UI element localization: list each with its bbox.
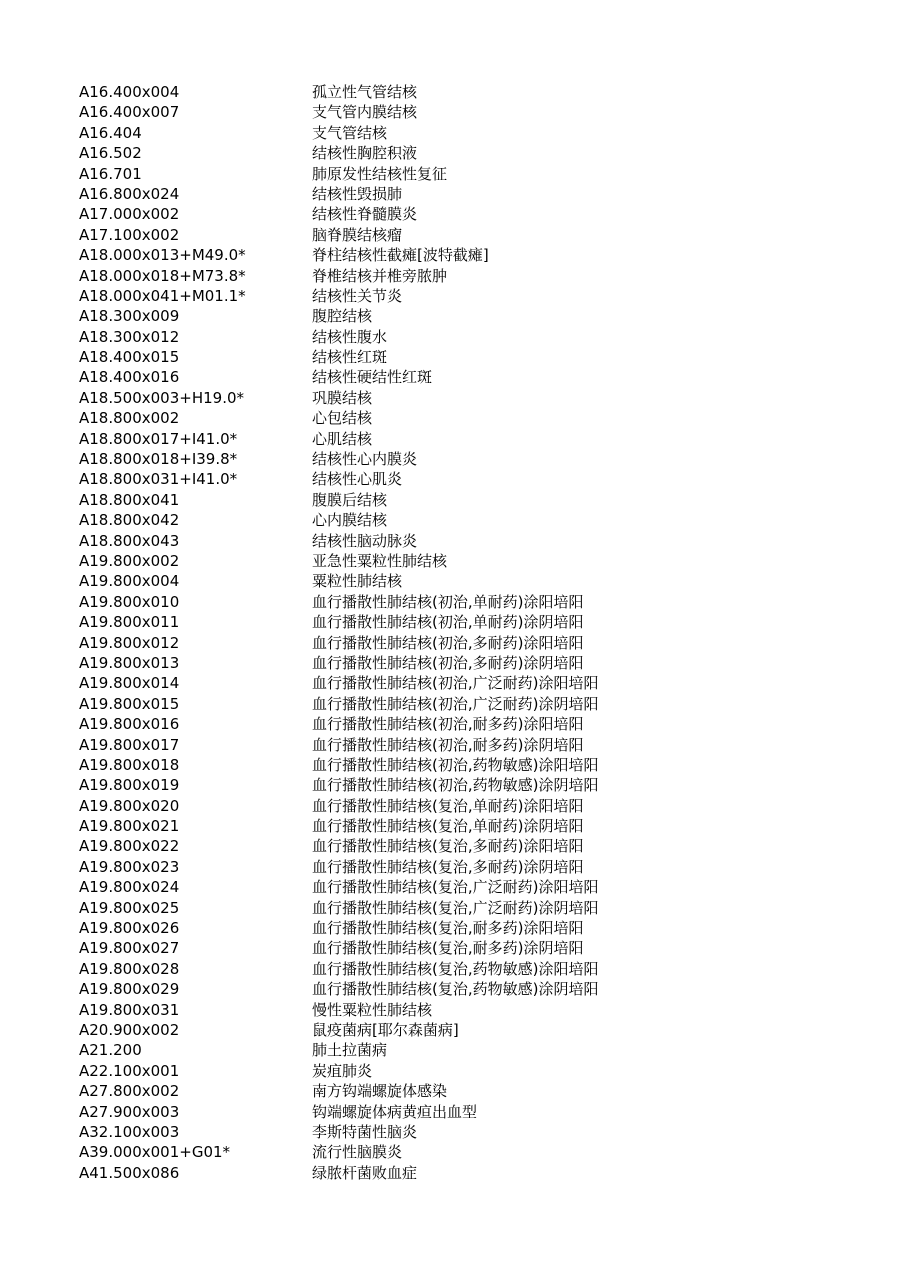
table-row [79,204,799,224]
diagnosis-name: 绿脓杆菌败血症 [312,1163,418,1182]
diagnosis-code: A19.800x022 [79,837,180,856]
table-row [79,898,799,918]
diagnosis-name: 流行性脑膜炎 [312,1143,403,1162]
diagnosis-code: A19.800x002 [79,551,180,570]
table-row [79,796,799,816]
table-row [79,1142,799,1162]
diagnosis-name: 血行播散性肺结核(复治,耐多药)涂阴培阳 [312,939,584,958]
table-row [79,306,799,326]
diagnosis-name: 慢性粟粒性肺结核 [312,1000,433,1019]
table-row [79,164,799,184]
diagnosis-name: 血行播散性肺结核(复治,单耐药)涂阴培阳 [312,817,584,836]
table-row [79,266,799,286]
diagnosis-code: A19.800x013 [79,653,180,672]
table-row [79,531,799,551]
diagnosis-name: 肺原发性结核性复征 [312,164,448,183]
diagnosis-name: 亚急性粟粒性肺结核 [312,551,448,570]
diagnosis-code: A18.800x017+I41.0* [79,429,238,448]
diagnosis-code: A18.800x018+I39.8* [79,450,238,469]
diagnosis-code: A18.800x042 [79,511,180,530]
diagnosis-name: 血行播散性肺结核(初治,广泛耐药)涂阴培阳 [312,694,599,713]
diagnosis-name: 脊柱结核性截瘫[波特截瘫] [312,246,489,265]
diagnosis-name: 血行播散性肺结核(初治,耐多药)涂阳培阳 [312,715,584,734]
table-row [79,755,799,775]
diagnosis-code: A19.800x026 [79,919,180,938]
diagnosis-name: 血行播散性肺结核(初治,单耐药)涂阴培阳 [312,613,584,632]
diagnosis-name: 脑脊膜结核瘤 [312,225,403,244]
diagnosis-name: 血行播散性肺结核(初治,耐多药)涂阴培阳 [312,735,584,754]
diagnosis-name: 支气管内膜结核 [312,103,418,122]
diagnosis-name: 血行播散性肺结核(复治,药物敏感)涂阴培阳 [312,980,599,999]
diagnosis-name: 结核性关节炎 [312,286,403,305]
diagnosis-code: A19.800x011 [79,613,180,632]
table-row [79,959,799,979]
diagnosis-code: A18.400x015 [79,348,180,367]
diagnosis-code: A18.800x031+I41.0* [79,470,238,489]
table-row [79,449,799,469]
diagnosis-name: 支气管结核 [312,123,388,142]
diagnosis-name: 心内膜结核 [312,511,388,530]
diagnosis-code: A17.000x002 [79,205,180,224]
table-row [79,102,799,122]
table-row [79,633,799,653]
diagnosis-code: A32.100x003 [79,1122,180,1141]
table-row [79,143,799,163]
diagnosis-code: A19.800x004 [79,572,180,591]
diagnosis-name: 巩膜结核 [312,388,373,407]
diagnosis-name: 心包结核 [312,409,373,428]
diagnosis-name: 结核性毁损肺 [312,184,403,203]
diagnosis-name: 结核性红斑 [312,348,388,367]
table-row [79,1081,799,1101]
table-row [79,816,799,836]
diagnosis-code: A19.800x029 [79,980,180,999]
table-row [79,1122,799,1142]
diagnosis-code: A19.800x023 [79,857,180,876]
table-row [79,653,799,673]
diagnosis-name: 肺土拉菌病 [312,1041,388,1060]
table-row [79,490,799,510]
diagnosis-name: 结核性硬结性红斑 [312,368,433,387]
diagnosis-name: 李斯特菌性脑炎 [312,1122,418,1141]
diagnosis-code: A19.800x028 [79,959,180,978]
diagnosis-code: A16.502 [79,144,142,163]
diagnosis-name: 粟粒性肺结核 [312,572,403,591]
diagnosis-name: 钩端螺旋体病黄疸出血型 [312,1102,478,1121]
diagnosis-code: A19.800x027 [79,939,180,958]
diagnosis-code: A19.800x017 [79,735,180,754]
diagnosis-name: 血行播散性肺结核(初治,单耐药)涂阳培阳 [312,592,584,611]
diagnosis-code: A19.800x015 [79,694,180,713]
table-row [79,775,799,795]
diagnosis-name: 血行播散性肺结核(复治,单耐药)涂阳培阳 [312,796,584,815]
diagnosis-code: A19.800x021 [79,817,180,836]
diagnosis-name: 血行播散性肺结核(复治,耐多药)涂阳培阳 [312,919,584,938]
table-row [79,612,799,632]
table-row [79,123,799,143]
diagnosis-name: 血行播散性肺结核(初治,广泛耐药)涂阳培阳 [312,674,599,693]
table-row [79,836,799,856]
table-row [79,592,799,612]
table-row [79,1040,799,1060]
diagnosis-name: 血行播散性肺结核(复治,药物敏感)涂阳培阳 [312,959,599,978]
table-row [79,1061,799,1081]
diagnosis-code: A19.800x020 [79,796,180,815]
diagnosis-code: A22.100x001 [79,1061,180,1080]
diagnosis-name: 血行播散性肺结核(初治,多耐药)涂阴培阳 [312,653,584,672]
table-row [79,571,799,591]
diagnosis-code: A16.400x007 [79,103,180,122]
table-row [79,347,799,367]
diagnosis-name: 结核性脊髓膜炎 [312,205,418,224]
table-row [79,225,799,245]
diagnosis-name: 血行播散性肺结核(复治,广泛耐药)涂阴培阳 [312,898,599,917]
table-row [79,469,799,489]
table-row [79,367,799,387]
diagnosis-code: A17.100x002 [79,225,180,244]
diagnosis-name: 脊椎结核并椎旁脓肿 [312,266,448,285]
table-row [79,714,799,734]
table-row [79,857,799,877]
diagnosis-name: 结核性腹水 [312,327,388,346]
diagnosis-name: 炭疽肺炎 [312,1061,373,1080]
table-row [79,1102,799,1122]
diagnosis-code: A18.300x009 [79,307,180,326]
diagnosis-code: A16.701 [79,164,142,183]
table-row [79,327,799,347]
diagnosis-name: 南方钩端螺旋体感染 [312,1082,448,1101]
diagnosis-name: 血行播散性肺结核(初治,多耐药)涂阳培阳 [312,633,584,652]
diagnosis-code: A27.900x003 [79,1102,180,1121]
table-row [79,286,799,306]
diagnosis-code: A19.800x019 [79,776,180,795]
table-row [79,918,799,938]
diagnosis-code: A19.800x024 [79,878,180,897]
diagnosis-code: A18.000x013+M49.0* [79,246,246,265]
diagnosis-code: A20.900x002 [79,1020,180,1039]
diagnosis-code: A19.800x014 [79,674,180,693]
diagnosis-code: A39.000x001+G01* [79,1143,231,1162]
diagnosis-code: A18.800x002 [79,409,180,428]
table-row [79,1020,799,1040]
diagnosis-code-table [79,82,799,1183]
table-row [79,510,799,530]
diagnosis-code: A16.800x024 [79,184,180,203]
table-row [79,735,799,755]
diagnosis-code: A18.000x018+M73.8* [79,266,246,285]
table-row [79,877,799,897]
diagnosis-name: 血行播散性肺结核(复治,多耐药)涂阳培阳 [312,837,584,856]
diagnosis-code: A16.404 [79,123,142,142]
diagnosis-name: 结核性脑动脉炎 [312,531,418,550]
diagnosis-name: 血行播散性肺结核(初治,药物敏感)涂阳培阳 [312,755,599,774]
diagnosis-name: 腹腔结核 [312,307,373,326]
diagnosis-name: 鼠疫菌病[耶尔森菌病] [312,1020,459,1039]
diagnosis-code: A18.500x003+H19.0* [79,388,244,407]
diagnosis-code: A18.300x012 [79,327,180,346]
table-row [79,673,799,693]
diagnosis-code: A18.800x041 [79,490,180,509]
diagnosis-code: A19.800x010 [79,592,180,611]
diagnosis-code: A27.800x002 [79,1082,180,1101]
table-row [79,551,799,571]
table-row [79,938,799,958]
table-row [79,1000,799,1020]
table-row [79,694,799,714]
table-row [79,388,799,408]
diagnosis-code: A16.400x004 [79,83,180,101]
diagnosis-code: A19.800x025 [79,898,180,917]
diagnosis-code: A19.800x018 [79,755,180,774]
table-row [79,429,799,449]
table-row [79,82,799,102]
diagnosis-name: 结核性心内膜炎 [312,450,418,469]
diagnosis-code: A19.800x016 [79,715,180,734]
diagnosis-name: 心肌结核 [312,429,373,448]
diagnosis-name: 结核性心肌炎 [312,470,403,489]
table-row [79,245,799,265]
diagnosis-name: 结核性胸腔积液 [312,144,418,163]
diagnosis-name: 血行播散性肺结核(复治,多耐药)涂阴培阳 [312,857,584,876]
diagnosis-name: 孤立性气管结核 [312,83,418,101]
diagnosis-code: A18.000x041+M01.1* [79,286,246,305]
table-row [79,184,799,204]
diagnosis-code: A41.500x086 [79,1163,180,1182]
diagnosis-code: A18.800x043 [79,531,180,550]
diagnosis-name: 腹膜后结核 [312,490,388,509]
table-row [79,1163,799,1183]
diagnosis-name: 血行播散性肺结核(复治,广泛耐药)涂阳培阳 [312,878,599,897]
diagnosis-code: A19.800x012 [79,633,180,652]
diagnosis-code: A18.400x016 [79,368,180,387]
table-row [79,408,799,428]
diagnosis-code: A19.800x031 [79,1000,180,1019]
diagnosis-code: A21.200 [79,1041,142,1060]
diagnosis-name: 血行播散性肺结核(初治,药物敏感)涂阴培阳 [312,776,599,795]
table-row [79,979,799,999]
